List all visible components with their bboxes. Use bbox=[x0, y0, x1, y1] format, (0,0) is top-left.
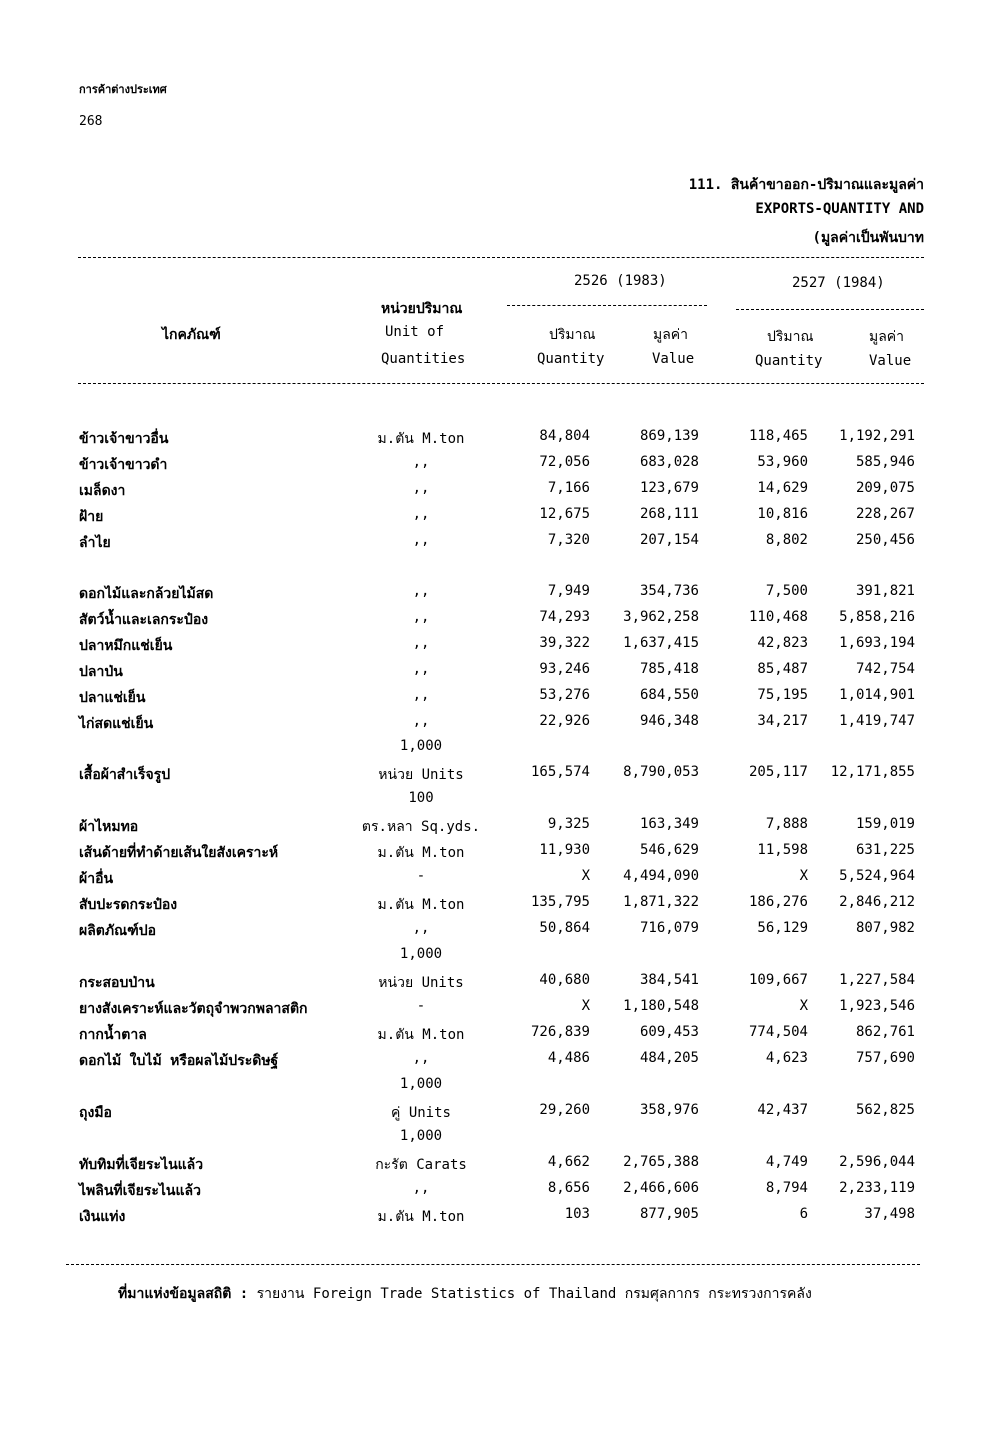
quantity-1984: 53,960 bbox=[757, 454, 808, 470]
value-1984: 37,498 bbox=[864, 1206, 915, 1222]
commodity-name: ผ้าไหมทอ bbox=[79, 819, 139, 835]
table-row bbox=[0, 532, 990, 556]
table-row bbox=[0, 609, 990, 633]
value-1983: 123,679 bbox=[639, 480, 699, 496]
unit: หน่วย Units bbox=[378, 767, 464, 783]
value-1984: 807,982 bbox=[855, 920, 915, 936]
value-1984: 862,761 bbox=[855, 1024, 915, 1040]
quantity-1983: 29,260 bbox=[539, 1102, 590, 1118]
value-1983: 484,205 bbox=[639, 1050, 699, 1066]
quantity-1983: X bbox=[581, 998, 590, 1014]
value-1983: 354,736 bbox=[639, 583, 699, 599]
commodity-name: สับปะรดกระป๋อง bbox=[79, 897, 178, 913]
quantity-1984: 42,437 bbox=[757, 1102, 808, 1118]
quantity-1984: 6 bbox=[799, 1206, 808, 1222]
quantity-1983: 84,804 bbox=[539, 428, 590, 444]
unit: กะรัต Carats bbox=[375, 1157, 467, 1173]
unit: ,, bbox=[412, 1180, 430, 1196]
unit: ,, bbox=[412, 532, 430, 548]
quantity-1983: 7,949 bbox=[547, 583, 590, 599]
header-bottom-rule bbox=[78, 383, 924, 384]
table-row bbox=[0, 506, 990, 530]
commodity-name: ลำไย bbox=[79, 535, 111, 551]
value-1984: 1,192,291 bbox=[839, 428, 915, 444]
quantity-1983: 72,056 bbox=[539, 454, 590, 470]
unit-header-en1: Unit of bbox=[385, 324, 445, 340]
unit: ,, bbox=[412, 1050, 430, 1066]
quantity-1984: 42,823 bbox=[757, 635, 808, 651]
table-row bbox=[0, 894, 990, 918]
commodity-name: ปลาป่น bbox=[79, 664, 123, 680]
table-row bbox=[0, 1024, 990, 1048]
value-1984: 2,233,119 bbox=[839, 1180, 915, 1196]
value-1984: 209,075 bbox=[855, 480, 915, 496]
unit: ,, bbox=[412, 480, 430, 496]
commodity-name: ฝ้าย bbox=[79, 509, 104, 525]
table-row bbox=[0, 1154, 990, 1178]
value-1984: 1,227,584 bbox=[839, 972, 915, 988]
quantity-1983: 7,320 bbox=[547, 532, 590, 548]
value-1983: 1,180,548 bbox=[623, 998, 699, 1014]
table-row bbox=[0, 920, 990, 944]
quantity-1984: 8,802 bbox=[765, 532, 808, 548]
value-1984: 12,171,855 bbox=[830, 764, 915, 780]
commodity-header: ไกคภัณฑ์ bbox=[162, 327, 221, 343]
value-1984: 1,014,901 bbox=[839, 687, 915, 703]
table-row bbox=[0, 661, 990, 685]
table-row bbox=[0, 583, 990, 607]
unit-header-en2: Quantities bbox=[381, 351, 466, 367]
value-1984: 391,821 bbox=[855, 583, 915, 599]
year2-rule bbox=[736, 309, 924, 310]
commodity-name: ปลาหมึกแช่เย็น bbox=[79, 638, 173, 654]
commodity-name: ข้าวเจ้าขาวดำ bbox=[79, 457, 168, 473]
table-row bbox=[0, 1180, 990, 1204]
qty2-header-thai: ปริมาณ bbox=[767, 329, 814, 345]
value-1983: 869,139 bbox=[639, 428, 699, 444]
value-1983: 8,790,053 bbox=[623, 764, 699, 780]
quantity-1984: 85,487 bbox=[757, 661, 808, 677]
value-1984: 228,267 bbox=[855, 506, 915, 522]
unit: ม.ตัน M.ton bbox=[377, 897, 465, 913]
unit: ,, bbox=[412, 713, 430, 729]
commodity-name: ดอกไม้และกล้วยไม้สด bbox=[79, 586, 214, 602]
commodity-name: ยางสังเคราะห์และวัตถุจำพวกพลาสติก bbox=[79, 1001, 308, 1017]
commodity-name: ปลาแช่เย็น bbox=[79, 690, 146, 706]
value-1984: 5,858,216 bbox=[839, 609, 915, 625]
quantity-1984: 56,129 bbox=[757, 920, 808, 936]
commodity-name: ผ้าอื่น bbox=[79, 871, 114, 887]
year2-header: 2527 (1984) bbox=[792, 275, 885, 291]
page-number: 268 bbox=[79, 114, 103, 129]
source-text: รายงาน Foreign Trade Statistics of Thailand กรมศุลกากร กระทรวงการคลัง bbox=[256, 1286, 812, 1302]
unit: ,, bbox=[412, 661, 430, 677]
quantity-1983: 93,246 bbox=[539, 661, 590, 677]
commodity-name: กระสอบป่าน bbox=[79, 975, 155, 991]
value-1984: 250,456 bbox=[855, 532, 915, 548]
value-1983: 946,348 bbox=[639, 713, 699, 729]
quantity-1984: 109,667 bbox=[748, 972, 808, 988]
value-1984: 757,690 bbox=[855, 1050, 915, 1066]
value-1984: 1,693,194 bbox=[839, 635, 915, 651]
commodity-name: เส้นด้ายที่ทำด้ายเส้นใยสังเคราะห์ bbox=[79, 845, 279, 861]
value-1983: 163,349 bbox=[639, 816, 699, 832]
quantity-1983: 135,795 bbox=[530, 894, 590, 910]
value-1984: 5,524,964 bbox=[839, 868, 915, 884]
unit: ,, bbox=[412, 583, 430, 599]
val1-header-en: Value bbox=[652, 351, 695, 367]
table-row bbox=[0, 816, 990, 840]
unit: ตร.หลา Sq.yds. bbox=[361, 819, 481, 835]
table-title-thai: 111. สินค้าขาออก-ปริมาณและมูลค่า bbox=[688, 177, 924, 193]
unit: ม.ตัน M.ton bbox=[377, 1027, 465, 1043]
quantity-1984: 10,816 bbox=[757, 506, 808, 522]
commodity-name: เสื้อผ้าสำเร็จรูป bbox=[79, 767, 171, 783]
table-row bbox=[0, 998, 990, 1022]
value-1984: 585,946 bbox=[855, 454, 915, 470]
value-1983: 1,871,322 bbox=[623, 894, 699, 910]
value-1983: 609,453 bbox=[639, 1024, 699, 1040]
commodity-name: กากน้ำตาล bbox=[79, 1027, 147, 1043]
quantity-1984: 118,465 bbox=[748, 428, 808, 444]
table-row bbox=[0, 1102, 990, 1126]
quantity-1983: 4,486 bbox=[547, 1050, 590, 1066]
table-row bbox=[0, 764, 990, 788]
table-row bbox=[0, 842, 990, 866]
val2-header-thai: มูลค่า bbox=[869, 329, 905, 345]
unit-multiplier: 1,000 bbox=[399, 1076, 443, 1092]
value-1983: 384,541 bbox=[639, 972, 699, 988]
quantity-1984: 8,794 bbox=[765, 1180, 808, 1196]
quantity-1984: X bbox=[799, 868, 808, 884]
unit: ,, bbox=[412, 635, 430, 651]
quantity-1983: 39,322 bbox=[539, 635, 590, 651]
commodity-name: ไก่สดแช่เย็น bbox=[79, 716, 154, 732]
qty1-header-thai: ปริมาณ bbox=[549, 327, 596, 343]
val1-header-thai: มูลค่า bbox=[653, 327, 689, 343]
quantity-1983: 7,166 bbox=[547, 480, 590, 496]
value-1983: 2,466,606 bbox=[623, 1180, 699, 1196]
table-row bbox=[0, 454, 990, 478]
value-1984: 1,419,747 bbox=[839, 713, 915, 729]
quantity-1983: 11,930 bbox=[539, 842, 590, 858]
bottom-rule bbox=[66, 1264, 920, 1265]
quantity-1983: 40,680 bbox=[539, 972, 590, 988]
value-1983: 4,494,090 bbox=[623, 868, 699, 884]
quantity-1984: 205,117 bbox=[748, 764, 808, 780]
quantity-1983: 8,656 bbox=[547, 1180, 590, 1196]
value-1984: 742,754 bbox=[855, 661, 915, 677]
top-rule bbox=[78, 257, 924, 258]
unit-multiplier: 1,000 bbox=[399, 946, 443, 962]
unit: ,, bbox=[412, 506, 430, 522]
quantity-1984: 774,504 bbox=[748, 1024, 808, 1040]
value-1984: 2,846,212 bbox=[839, 894, 915, 910]
quantity-1984: X bbox=[799, 998, 808, 1014]
unit: ,, bbox=[412, 454, 430, 470]
value-1983: 207,154 bbox=[639, 532, 699, 548]
quantity-1983: 103 bbox=[564, 1206, 590, 1222]
qty1-header-en: Quantity bbox=[537, 351, 605, 367]
unit-multiplier: 1,000 bbox=[399, 1128, 443, 1144]
value-1983: 268,111 bbox=[639, 506, 699, 522]
commodity-name: เมล็ดงา bbox=[79, 483, 126, 499]
commodity-name: ไพลินที่เจียระไนแล้ว bbox=[79, 1183, 201, 1199]
table-row bbox=[0, 868, 990, 892]
unit: - bbox=[416, 868, 426, 884]
qty2-header-en: Quantity bbox=[755, 353, 823, 369]
quantity-1983: 165,574 bbox=[530, 764, 590, 780]
page-header: การค้าต่างประเทศ bbox=[79, 83, 167, 96]
value-1984: 159,019 bbox=[855, 816, 915, 832]
unit: หน่วย Units bbox=[378, 975, 464, 991]
quantity-1984: 14,629 bbox=[757, 480, 808, 496]
commodity-name: ดอกไม้ ใบไม้ หรือผลไม้ประดิษฐ์ bbox=[79, 1053, 279, 1069]
value-1983: 683,028 bbox=[639, 454, 699, 470]
value-1983: 358,976 bbox=[639, 1102, 699, 1118]
commodity-name: ผลิตภัณฑ์ปอ bbox=[79, 923, 157, 939]
unit-multiplier: 100 bbox=[408, 790, 434, 806]
commodity-name: สัตว์น้ำและเลกระป๋อง bbox=[79, 612, 209, 628]
quantity-1983: 53,276 bbox=[539, 687, 590, 703]
value-1983: 3,962,258 bbox=[623, 609, 699, 625]
table-row bbox=[0, 713, 990, 737]
quantity-1983: 12,675 bbox=[539, 506, 590, 522]
value-1984: 562,825 bbox=[855, 1102, 915, 1118]
table-row bbox=[0, 1206, 990, 1230]
value-1984: 631,225 bbox=[855, 842, 915, 858]
table-row bbox=[0, 635, 990, 659]
table-row bbox=[0, 1050, 990, 1074]
value-1983: 716,079 bbox=[639, 920, 699, 936]
table-row bbox=[0, 687, 990, 711]
unit-multiplier: 1,000 bbox=[399, 738, 443, 754]
quantity-1984: 75,195 bbox=[757, 687, 808, 703]
year1-rule bbox=[507, 305, 707, 306]
quantity-1984: 7,888 bbox=[765, 816, 808, 832]
quantity-1984: 4,749 bbox=[765, 1154, 808, 1170]
value-1983: 785,418 bbox=[639, 661, 699, 677]
commodity-name: ทับทิมที่เจียระไนแล้ว bbox=[79, 1157, 204, 1173]
value-1984: 2,596,044 bbox=[839, 1154, 915, 1170]
commodity-name: ข้าวเจ้าขาวอื่น bbox=[79, 431, 169, 447]
quantity-1983: 74,293 bbox=[539, 609, 590, 625]
value-1984: 1,923,546 bbox=[839, 998, 915, 1014]
unit: ,, bbox=[412, 920, 430, 936]
unit: ม.ตัน M.ton bbox=[377, 1209, 465, 1225]
value-1983: 1,637,415 bbox=[623, 635, 699, 651]
quantity-1984: 110,468 bbox=[748, 609, 808, 625]
quantity-1984: 7,500 bbox=[765, 583, 808, 599]
quantity-1984: 4,623 bbox=[765, 1050, 808, 1066]
unit: ม.ตัน M.ton bbox=[377, 431, 465, 447]
table-title-units: (มูลค่าเป็นพันบาท bbox=[812, 230, 924, 246]
table-row bbox=[0, 480, 990, 504]
val2-header-en: Value bbox=[869, 353, 912, 369]
quantity-1983: 22,926 bbox=[539, 713, 590, 729]
year1-header: 2526 (1983) bbox=[574, 273, 667, 289]
value-1983: 546,629 bbox=[639, 842, 699, 858]
value-1983: 877,905 bbox=[639, 1206, 699, 1222]
unit: ,, bbox=[412, 687, 430, 703]
source-label: ที่มาแห่งข้อมูลสถิติ : bbox=[118, 1286, 249, 1302]
quantity-1984: 34,217 bbox=[757, 713, 808, 729]
table-row bbox=[0, 428, 990, 452]
quantity-1984: 186,276 bbox=[748, 894, 808, 910]
table-row bbox=[0, 972, 990, 996]
quantity-1983: 50,864 bbox=[539, 920, 590, 936]
unit-header-thai: หน่วยปริมาณ bbox=[381, 301, 463, 317]
quantity-1983: 9,325 bbox=[547, 816, 590, 832]
quantity-1984: 11,598 bbox=[757, 842, 808, 858]
unit: - bbox=[416, 998, 426, 1014]
commodity-name: เงินแท่ง bbox=[79, 1209, 126, 1225]
value-1983: 2,765,388 bbox=[623, 1154, 699, 1170]
commodity-name: ถุงมือ bbox=[79, 1105, 112, 1121]
quantity-1983: X bbox=[581, 868, 590, 884]
source-note bbox=[118, 1283, 812, 1305]
unit: ,, bbox=[412, 609, 430, 625]
unit: ม.ตัน M.ton bbox=[377, 845, 465, 861]
value-1983: 684,550 bbox=[639, 687, 699, 703]
quantity-1983: 4,662 bbox=[547, 1154, 590, 1170]
table-title-english: EXPORTS-QUANTITY AND bbox=[755, 201, 924, 217]
quantity-1983: 726,839 bbox=[530, 1024, 590, 1040]
unit: คู่ Units bbox=[391, 1105, 451, 1121]
